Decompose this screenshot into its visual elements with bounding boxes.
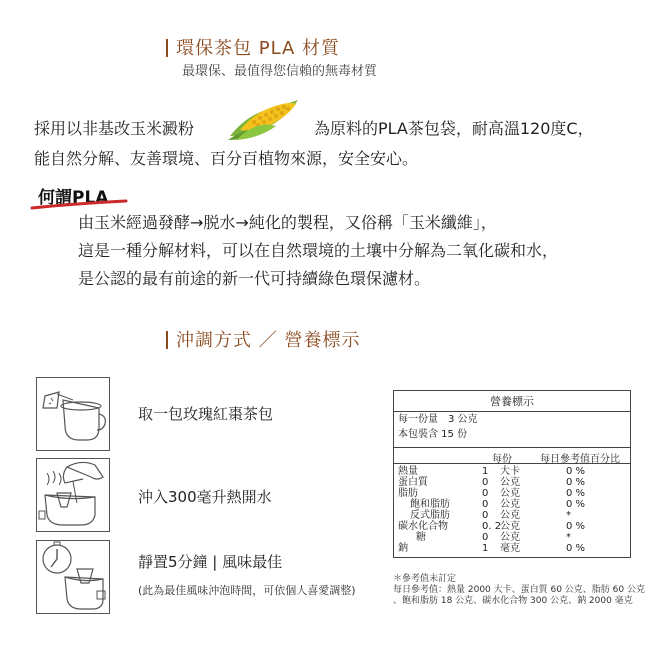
step2-text: 沖入300毫升熱開水 <box>138 488 272 506</box>
intro-line1-start: 採用以非基改玉米澱粉 <box>34 119 195 138</box>
col-daily-pct: 每日參考值百分比 <box>540 454 620 465</box>
footnote-daily-ref-2: 、飽和脂肪 18 公克、碳水化合物 300 公克、鈉 2000 毫克 <box>393 596 633 606</box>
nutrient-name: 飽和脂肪 <box>410 499 450 510</box>
timer-cup-icon <box>37 541 109 613</box>
nutrient-daily-pct: * <box>566 510 571 521</box>
table-row <box>394 488 630 499</box>
nutrition-rows <box>394 464 630 557</box>
pla-line-3: 是公認的最有前途的新一代可持續綠色環保濾材。 <box>78 269 431 288</box>
nutrient-daily-pct: 0 % <box>566 466 586 477</box>
nutrient-value: 0 <box>482 499 489 510</box>
title-bar <box>166 39 168 57</box>
kettle-pour-icon <box>37 459 109 531</box>
nutrient-value: 0 <box>482 477 489 488</box>
nutrient-unit: 公克 <box>500 521 520 532</box>
nutrient-value: 1 <box>482 466 489 477</box>
nutrient-name: 熱量 <box>398 466 418 477</box>
servings-per-pack: 本包裝含 15 份 <box>398 429 468 440</box>
nutrient-value: 1 <box>482 543 489 554</box>
nutrient-value: 0. 2 <box>482 521 502 532</box>
table-row <box>394 521 630 532</box>
nutrient-value: 0 <box>482 510 489 521</box>
step3-text: 靜置5分鐘 | 風味最佳 <box>138 553 283 571</box>
table-row <box>394 499 630 510</box>
step-note: (此為最佳風味沖泡時間，可依個人喜愛調整) <box>138 584 356 597</box>
step2-icon-box <box>36 458 110 532</box>
nutrient-unit: 公克 <box>500 510 520 521</box>
section-title-brewing: 沖調方式 ／ 營養標示 <box>166 326 360 352</box>
nutrient-daily-pct: * <box>566 532 571 543</box>
nutrient-unit: 公克 <box>500 499 520 510</box>
teabag-cup-icon <box>37 378 109 450</box>
nutrient-unit: 公克 <box>500 477 520 488</box>
pla-line-1: 由玉米經過發酵→脱水→純化的製程，又俗稱「玉米纖維」， <box>78 213 497 232</box>
nutrient-daily-pct: 0 % <box>566 499 586 510</box>
nutrient-unit: 公克 <box>500 488 520 499</box>
intro-line1-end: 為原料的PLA茶包袋，耐高溫120度C， <box>314 119 594 138</box>
nutrient-name: 糖 <box>416 532 426 543</box>
nutrient-unit: 毫克 <box>500 543 520 554</box>
title-bar <box>166 331 168 349</box>
col-per-serving: 每份 <box>492 454 512 465</box>
table-row <box>394 466 630 477</box>
intro-line2: 能自然分解、友善環境、百分百植物來源，安全安心。 <box>34 149 419 168</box>
step1-icon-box <box>36 377 110 451</box>
nutrient-daily-pct: 0 % <box>566 521 586 532</box>
pla-subtitle: 最環保、最值得您信賴的無毒材質 <box>182 64 378 79</box>
footnote-daily-ref-1: 每日參考值：熱量 2000 大卡、蛋白質 60 公克、脂肪 60 公克 <box>393 585 645 595</box>
serving-size: 每一份量 3 公克 <box>398 414 478 425</box>
step1-text: 取一包玫瑰紅棗茶包 <box>138 405 274 423</box>
nutrition-title: 營養標示 <box>394 391 630 412</box>
pla-line-2: 這是一種分解材料，可以在自然環境的土壤中分解為二氧化碳和水， <box>78 241 559 260</box>
nutrient-value: 0 <box>482 488 489 499</box>
section-title-pla: 環保茶包 PLA 材質 <box>166 34 340 60</box>
nutrition-table <box>393 390 631 558</box>
table-row <box>394 477 630 488</box>
nutrient-name: 蛋白質 <box>398 477 428 488</box>
table-row <box>394 510 630 521</box>
nutrient-name: 碳水化合物 <box>398 521 448 532</box>
nutrition-header-row <box>394 447 630 464</box>
nutrient-daily-pct: 0 % <box>566 477 586 488</box>
step3-icon-box <box>36 540 110 614</box>
nutrient-daily-pct: 0 % <box>566 488 586 499</box>
nutrient-name: 脂肪 <box>398 488 418 499</box>
nutrient-name: 鈉 <box>398 543 408 554</box>
nutrient-daily-pct: 0 % <box>566 543 586 554</box>
footnote-asterisk: ＊參考值未訂定 <box>393 574 457 584</box>
corn-icon <box>226 96 304 142</box>
nutrient-unit: 公克 <box>500 532 520 543</box>
table-row <box>394 543 630 554</box>
nutrient-unit: 大卡 <box>500 466 520 477</box>
table-row <box>394 532 630 543</box>
pla-heading: 何謂PLA <box>38 188 109 208</box>
nutrient-value: 0 <box>482 532 489 543</box>
nutrient-name: 反式脂肪 <box>410 510 450 521</box>
